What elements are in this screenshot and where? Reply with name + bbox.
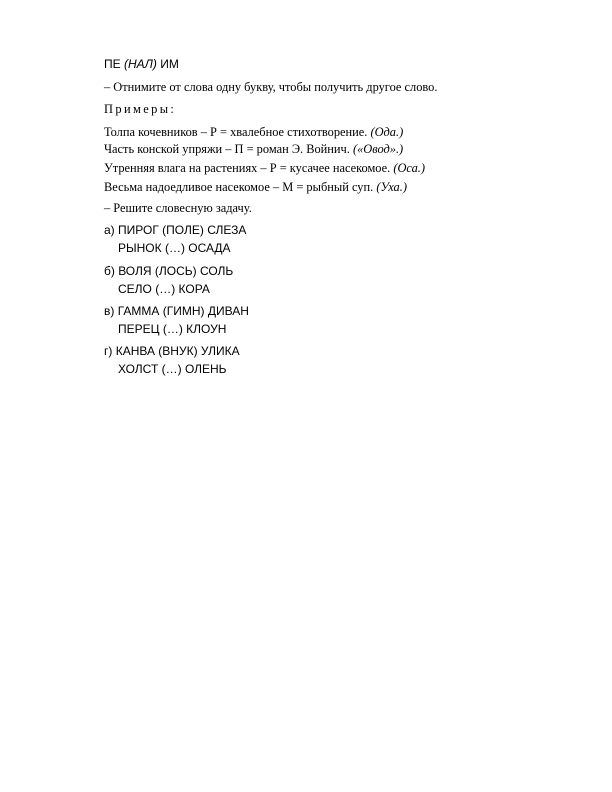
header-left-word: ПЕ [104, 57, 124, 71]
example-answer: (Оса.) [393, 161, 426, 175]
task-line-2: СЕЛО (…) КОРА [118, 282, 210, 296]
instruction-remove-letter: – Отнимите от слова одну букву, чтобы получить другое слово. [104, 80, 438, 94]
task-line-2: ПЕРЕЦ (…) КЛОУН [118, 322, 227, 336]
task-line-2: ХОЛСТ (…) ОЛЕНЬ [118, 362, 227, 376]
example-text: Часть конской упряжи – П = роман Э. Войнич. [104, 142, 353, 156]
instruction-solve-task: – Решите словесную задачу. [104, 201, 252, 215]
example-line [104, 124, 403, 140]
example-line [104, 160, 425, 176]
example-line [104, 179, 407, 195]
example-text: Утренняя влага на растениях – Р = кусачее насекомое. [104, 161, 394, 175]
puzzle-header [104, 56, 179, 72]
example-text: Весьма надоедливое насекомое – М = рыбный суп. [104, 180, 377, 194]
example-answer: (Ода.) [370, 125, 404, 139]
header-middle-word: (НАЛ) [123, 57, 157, 71]
example-text: Толпа кочевников – Р = хвалебное стихотворение. [104, 125, 371, 139]
header-right-word: ИМ [156, 57, 179, 71]
example-answer: («Овод».) [352, 142, 404, 156]
example-line [104, 141, 403, 157]
example-answer: (Уха.) [376, 180, 407, 194]
task-line-1: а) ПИРОГ (ПОЛЕ) СЛЕЗА [104, 223, 247, 237]
task-line-1: г) КАНВА (ВНУК) УЛИКА [104, 344, 240, 358]
task-line-2: РЫНОК (…) ОСАДА [118, 241, 231, 255]
task-line-1: б) ВОЛЯ (ЛОСЬ) СОЛЬ [104, 264, 234, 278]
task-line-1: в) ГАММА (ГИМН) ДИВАН [104, 304, 249, 318]
examples-label: Примеры: [104, 102, 177, 116]
